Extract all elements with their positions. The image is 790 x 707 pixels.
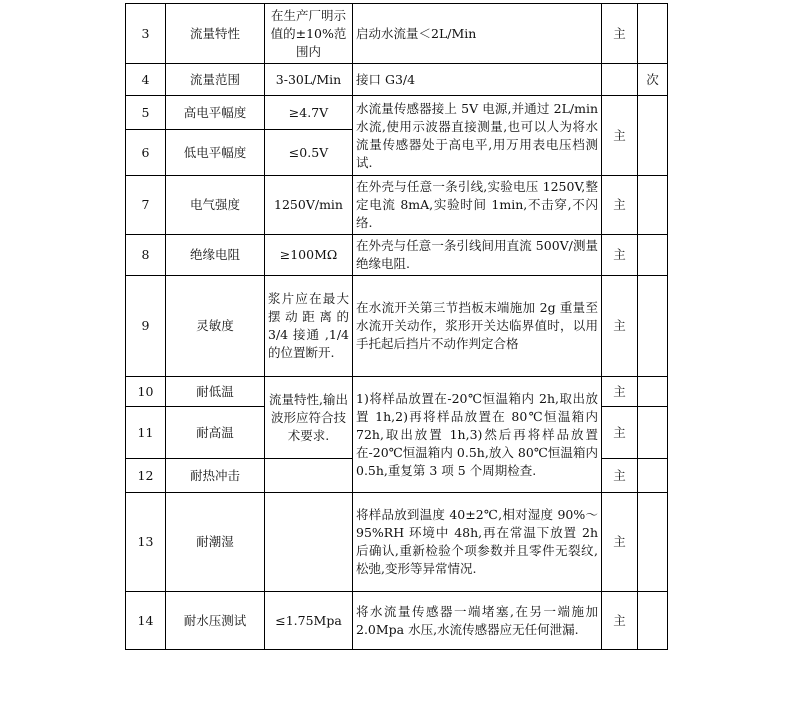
row-number: 6	[126, 130, 166, 176]
minor-flag	[638, 377, 668, 407]
test-item-name: 耐潮湿	[166, 493, 265, 592]
test-standard	[265, 493, 353, 592]
table-row	[126, 235, 668, 276]
test-item-name: 电气强度	[166, 176, 265, 235]
minor-flag: 次	[638, 64, 668, 96]
test-method: 1)将样品放置在-20℃恒温箱内 2h,取出放置 1h,2)再将样品放置在 80℃恒温箱内 72h,取出放置 1h,3)然后再将样品放置在-20℃恒温箱内 0.5h,放入 80℃恒温箱内 0.5h,重复第 3 项 5 个周期检查.	[353, 377, 602, 493]
table-row	[126, 592, 668, 650]
test-item-name: 耐低温	[166, 377, 265, 407]
test-standard: ≥4.7V	[265, 96, 353, 130]
test-standard: ≤1.75Mpa	[265, 592, 353, 650]
minor-flag	[638, 407, 668, 459]
minor-flag	[638, 176, 668, 235]
row-number: 10	[126, 377, 166, 407]
table-row	[126, 176, 668, 235]
main-flag	[602, 64, 638, 96]
row-number: 7	[126, 176, 166, 235]
main-flag: 主	[602, 176, 638, 235]
test-standard: 流量特性,输出波形应符合技术要求.	[265, 377, 353, 459]
minor-flag	[638, 96, 668, 176]
test-standard: 浆片应在最大摆动距离的 3/4 接通 ,1/4 的位置断开.	[265, 276, 353, 377]
test-method: 在外壳与任意一条引线,实验电压 1250V,整定电流 8mA,实验时间 1min,不击穿,不闪络.	[353, 176, 602, 235]
main-flag: 主	[602, 377, 638, 407]
table-row	[126, 276, 668, 377]
test-method: 将样品放到温度 40±2℃,相对湿度 90%～95%RH 环境中 48h,再在常温下放置 2h 后确认,重新检验个项参数并且零件无裂纹,松弛,变形等异常情况.	[353, 493, 602, 592]
main-flag: 主	[602, 493, 638, 592]
main-flag: 主	[602, 276, 638, 377]
minor-flag	[638, 4, 668, 64]
main-flag: 主	[602, 96, 638, 176]
test-item-name: 流量范围	[166, 64, 265, 96]
row-number: 4	[126, 64, 166, 96]
test-method: 接口 G3/4	[353, 64, 602, 96]
test-standard	[265, 459, 353, 493]
table-row	[126, 377, 668, 407]
test-item-name: 灵敏度	[166, 276, 265, 377]
test-method: 将水流量传感器一端堵塞,在另一端施加 2.0Mpa 水压,水流传感器应无任何泄漏.	[353, 592, 602, 650]
row-number: 3	[126, 4, 166, 64]
main-flag: 主	[602, 592, 638, 650]
test-item-name: 耐水压测试	[166, 592, 265, 650]
test-method: 水流量传感器接上 5V 电源,并通过 2L/min 水流,使用示波器直接测量,也可以人为将水流量传感器处于高电平,用万用表电压档测试.	[353, 96, 602, 176]
main-flag: 主	[602, 4, 638, 64]
main-flag: 主	[602, 459, 638, 493]
minor-flag	[638, 493, 668, 592]
row-number: 14	[126, 592, 166, 650]
test-standard: 在生产厂明示值的±10%范围内	[265, 4, 353, 64]
row-number: 5	[126, 96, 166, 130]
test-item-name: 高电平幅度	[166, 96, 265, 130]
table-row	[126, 4, 668, 64]
minor-flag	[638, 276, 668, 377]
test-item-name: 耐高温	[166, 407, 265, 459]
minor-flag	[638, 459, 668, 493]
minor-flag	[638, 235, 668, 276]
test-method: 在水流开关第三节挡板末端施加 2g 重量至水流开关动作，浆形开关达临界值时，以用手托起后挡片不动作判定合格	[353, 276, 602, 377]
table-row	[126, 64, 668, 96]
minor-flag	[638, 592, 668, 650]
row-number: 13	[126, 493, 166, 592]
row-number: 9	[126, 276, 166, 377]
test-standard: 1250V/min	[265, 176, 353, 235]
main-flag: 主	[602, 407, 638, 459]
row-number: 8	[126, 235, 166, 276]
test-method: 启动水流量＜2L/Min	[353, 4, 602, 64]
test-item-name: 耐热冲击	[166, 459, 265, 493]
row-number: 11	[126, 407, 166, 459]
main-flag: 主	[602, 235, 638, 276]
table-row	[126, 493, 668, 592]
test-item-name: 流量特性	[166, 4, 265, 64]
test-standard: ≥100MΩ	[265, 235, 353, 276]
row-number: 12	[126, 459, 166, 493]
test-standard: ≤0.5V	[265, 130, 353, 176]
test-standard: 3-30L/Min	[265, 64, 353, 96]
test-method: 在外壳与任意一条引线间用直流 500V/测量绝缘电阻.	[353, 235, 602, 276]
test-spec-table	[125, 3, 668, 650]
test-item-name: 低电平幅度	[166, 130, 265, 176]
test-item-name: 绝缘电阻	[166, 235, 265, 276]
table-row	[126, 96, 668, 130]
